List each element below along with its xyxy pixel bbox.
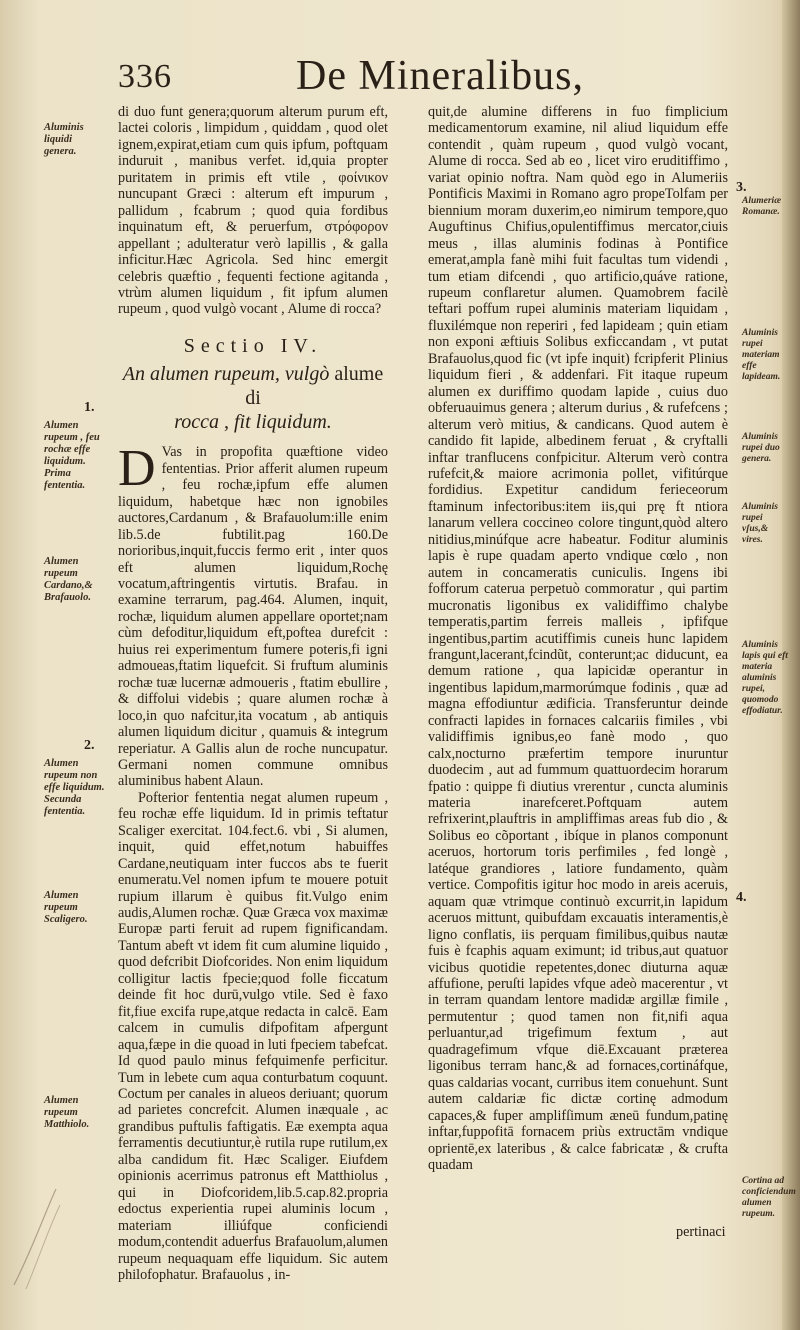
margin-note-left: Alumen rupeum , feu rochæ effe liquidum. Prima fententia. [44, 420, 100, 491]
margin-note-left: Aluminis liquidi genera. [44, 122, 84, 157]
right-column [428, 104, 728, 1173]
section-subtitle-upright: alume di [245, 363, 384, 410]
margin-note-left: Alumen rupeum Matthiolo. [44, 1095, 90, 1130]
margin-note-right: Aluminis rupei materiam effe lapideam. [742, 328, 781, 382]
page-number: 336 [118, 58, 172, 95]
margin-number-right: 3. [736, 180, 747, 195]
margin-number-left: 1. [84, 400, 95, 415]
margin-note-right: Alumeriæ Romanæ. [742, 196, 782, 217]
section-subtitle-line2: rocca , fit liquidum. [174, 411, 332, 434]
paragraph-first-opinion [118, 440, 388, 790]
section-subtitle [118, 362, 388, 434]
margin-note-left: Alumen rupeum non effe liquidum. Secunda fententia. [44, 758, 105, 817]
drop-cap: D [118, 440, 156, 498]
paragraph-top: di duo funt genera;quorum alterum purum eft, lactei coloris , limpidum , quiddam , quod olet ignem,expirat,etiam cum quis ipfum, poftquam induruit , manibus verfet. id,quia propter puritatem in primis eft vtile , φοίνικον nuncupant Græci : alterum eft impurum , pallidum , fcabrum ; quod quia fordibus inquinatum eft, & peruerfum, στρόφορον appellant ; adulteratur verò lapillis , & galla inficitur.Hæc Agricola. Sed hinc emergit celebris quæftio , fequenti fectione agitanda , vtrùm alumen liquidum , fit ipfum alumen rupeum , quod vulgò vocant , Alume di rocca? [118, 104, 388, 318]
margin-note-right: Aluminis rupei vſus,& vires. [742, 502, 778, 545]
section-title: Sectio IV. [183, 334, 323, 357]
paragraph-second-opinion: Pofterior fententia negat alumen rupeum , feu rochæ effe liquidum. Id in primis teftatur Scaliger exercitat. 104.fect.6. vbi , Si alumen, inquit, quid effet,notum habuiffes Cardane,neutiquam inter fuccos abs te fuerit enumeratu.Vel nomen ipfum te mouere potuit rupium illarum è quibus fit.Vulgo enim audis,Alumen rochæ. Quæ Græca vox maximæ Europæ parti feruit ad rupem fignificandam. Tantum abeft vt idem fit cum alumine liquido , quod defcribit Diofcorides. Non enim liquidum colligitur lactis fpecie;quod folle ficcatum deinde fit hoc durū,vulgo vtile. Sed è faxo fit,fiue excifa rupe,atque redacta in calcē. Eam calcem in cumulis difpofitam afpergunt aqua,fæpe in die quoad in luti fpeciem tabefcat. Id quod paulo minus fefquimenfe perficitur. Tum in lebete cum aqua conturbatum coquunt. Coctum per canales in alueos deriuant; quorum ad parietes concrefcit. Alumen inæquale , ac grandibus puftulis faftigatis. Eæ exempta aqua ferramentis decutiuntur,è rutila rupe rutilum,ex alba candidum fit. Hæc Scaliger. Eiufdem opinionis acerrimus patronus eft Matthiolus , qui in Diofcoridem,lib.5.cap.82.propria edoctus experientia rupei aluminis locum , materiam illiúfque conficiendi modum,contendit aduerfus Brafauolum,alumen rupeum nequaquam effe liquidum. Sic autem philofophatur. Brafauolus , in- [118, 789, 388, 1283]
paragraph-right: quit,de alumine differens in fuo fimplicium medicamentorum examine, nil aliud liquidum effe contendit , quàm rupeum , quod vulgò vocant, Alume di rocca. Sed ab eo , licet viro eruditiffimo , variat opinio noftra. Nam quòd ego in Alumeriis Pontificis Maximi in Romano agro propeTolfam per biennium moram duxerim,eo nimirum tempore,quo Auguftinus Chifius,opulentiffimus mercator,ciuis meus , illas aluminis fodinas à Pontifice emerat,ampla fanè mihi fuit facultas tum videndi , tum etiam difcendi , quo artificio,quáve ratione, rupeum conflaretur alumen. Quamobrem facilè teftari poffum rupei aluminis materiam liquidam , fluxilémque non reperiri , fed lapideam ; quin etiam non exponi æftiuis Solibus exficcandam , vt putat Brafauolus,quod fic (vt ipfe inquit) fcripferit Plinius liquidum fieri , & addenfari. Fit itaque rupeum alumen ex duriffimo quodam lapide , cuius duo obferuauimus genera ; alterum durius , & rufefcens ; alterum verò mitius, & candicans. Quod autem è candido fit lapide, albedinem feruat , & cryftalli inftar tranflucens confpicitur. Alterum verò contra rufefcit,& maiore acrimonia pollet, vifitúrque fordidius. Expetitur candidum ferieceorum ftaminum infectoribus:item iis,qui prę ft ntiora lanarum vellera coccineo colore tingunt,quòd altero nitidius,minúfque acre habeatur. Foditur aluminis lapis è rupe quadam aperto vndique cœlo , non autem in concameratis cuniculis. Ingens ibi fofforum caterua perpetuò commoratur , qui partim mucronatis ligonibus ex validiffimo chalybe temperatis,partim ferreis malleis , ipfifque ingentibus,partim acutiffimis cuneis hunc lapidem frangunt,lacerant,fcindũt, conterunt;ac diducunt, ea demum ratione , qua lapicidæ operantur in ingentibus lapidum,marmorúmque fodinis , quæ ad magna effodiuntur ædificia. Transferuntur deinde confracti lapides in fornaces calcariis fimiles , vbi validiffimis ignibus,eo fanè modo , quo calx,nocturno præfertim tempore inuruntur duodecim , aut ad fummum quattuordecim horarum fpatio : quippe fi diutius vrerentur , cuncta aluminis materia inarefceret.Poftquam autem refrixerint,plauftris in ampliffimas areas fub dio , & Solibus eo cõportant , ibíque in planos componunt aceruos, hortorum toris perfimiles , fed longè , latéque grandiores , latiore fundamento, quàm vertice. Compofitis igitur hoc modo in areis aceruis, aquam quæ vtrimque continuò excurrit,in lapidum aceruos mittunt, quibufdam excauatis interamentis,è ligno conflatis, iis perquam fimilibus,quibus nautæ fuis è fcaphis aquam eximunt; id tribus,aut quatuor vicibus quotidie repetentes,donec diuturna aquæ affufione, peruſti lapides vfque adeò macerentur , vt in terram quandam lentore madidæ argillæ fimile , permutentur ; quod tamen non fit,nifi aqua perluantur,ad trigefimum fextum , aut quadragefimum vfque diē.Excauant præterea ligonibus terram hanc,& ad fornaces,cortináfque, quas caldarias vocant, curribus item conuehunt. Sunt autem caldariæ fic dictæ cortinę admodum capaces,& fuper amplifſimum æneū fundum,patinę inftar,fuppofitā fornacem priùs extructām vndique oprientē,ex lateribus , & calce fabricatæ , & crufta quadam [428, 104, 728, 1173]
catchword: pertinaci [676, 1224, 726, 1240]
page-header [118, 52, 720, 104]
margin-note-left: Alumen rupeum Cardano,& Brafauolo. [44, 556, 93, 603]
margin-number-right: 4. [736, 890, 747, 905]
ink-stain-mark [4, 1185, 64, 1295]
margin-note-right: Aluminis rupei duo genera. [742, 432, 780, 464]
margin-note-right: Cortina ad conficiendum alumen rupeum. [742, 1176, 796, 1219]
paragraph-first-opinion-text: Vas in propofita quæftione video fententias. Prior afferit alumen rupeum , feu rochæ,ipfum effe alumen liquidum, habetque hæc non ignobiles auctores,Cardanum , & Brafauolum:ille enim lib.5.de fubtilit.pag 160.De norioribus,inquit,fuccis fermo erit , inter quos eft alumen liquidum,Rochę vocatum,aftringentis virtutis. Brafau. in examine terrarum, pag.464. Alumen, inquit, rochæ, liquidum alumen appellare oportet;nam cùm defoditur,liquidum eft,poftea durefcit : huius rei experimentum fumere poteris,fi igni admoueas,ftatim liquefcit. Si fruftum aluminis rochæ tuæ lucernæ admoueris , ftatim ebullire , & diffolui videbis ; quare alumen rochæ à loco,in quo nafcitur,ita vocatum , ab antiquis alumen liquidum dicitur , quamuis & integrum reperiatur. A Gallis alun de roche nuncupatur. Germani nomen commune omnibus aluminibus habent Alaun. [118, 444, 388, 790]
margin-number-left: 2. [84, 738, 95, 753]
margin-note-right: Aluminis lapis qui eft materia aluminis rupei, quomodo effodiatur. [742, 640, 788, 716]
section-subtitle-italic: An alumen rupeum, vulgò [122, 363, 330, 386]
left-column [118, 104, 388, 1283]
running-title: De Mineralibus, [296, 53, 584, 99]
margin-note-left: Alumen rupeum Scaligero. [44, 890, 88, 925]
